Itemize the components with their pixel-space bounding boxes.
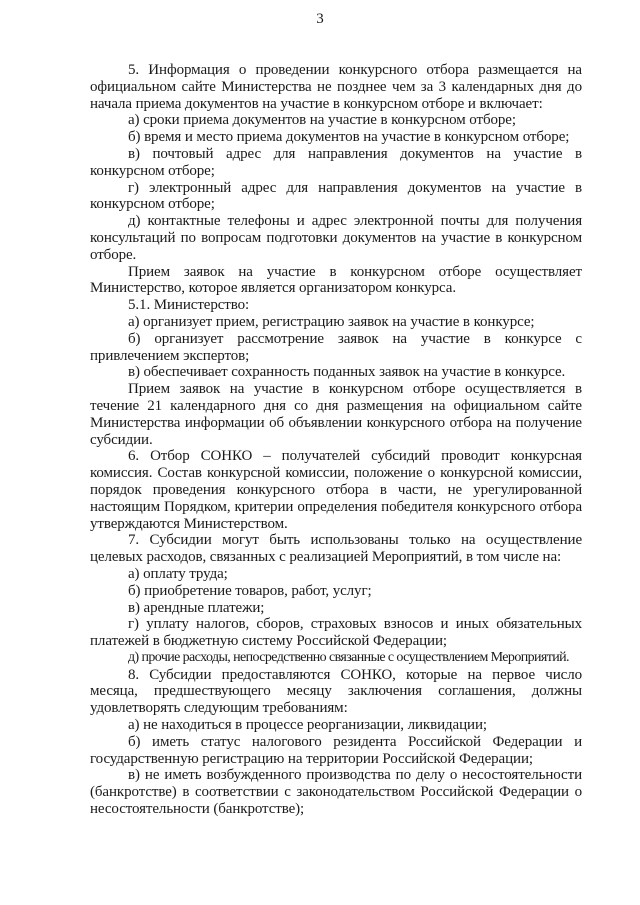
- list-item-5b: б) время и место приема документов на участие в конкурсном отборе;: [128, 129, 570, 146]
- list-item-7g: г) уплату налогов, сборов, страховых взносов и иных обязательных платежей в бюджетную систему Российской Федерации;: [90, 616, 582, 650]
- paragraph-8: 8. Субсидии предоставляются СОНКО, которые на первое число месяца, предшествующего месяцу заключения соглашения, должны удовлетворять следующим требованиям:: [90, 666, 582, 717]
- list-item-7b: б) приобретение товаров, работ, услуг;: [128, 582, 372, 599]
- document-body: [90, 62, 582, 818]
- list-item-5-1a: а) организует прием, регистрацию заявок на участие в конкурсе;: [128, 313, 535, 330]
- paragraph-5-applications: Прием заявок на участие в конкурсном отборе осуществляет Министерство, которое является организатором конкурса.: [90, 263, 582, 297]
- paragraph-7: 7. Субсидии могут быть использованы только на осуществление целевых расходов, связанных с реализацией Мероприятий, в том числе на:: [90, 532, 582, 566]
- list-item-8v: в) не иметь возбужденного производства по делу о несостоятельности (банкротстве) в соответствии с законодательством Российской Федерации о несостоятельности (банкротстве);: [90, 767, 582, 818]
- paragraph-5-1: 5.1. Министерство:: [128, 297, 250, 314]
- page-number: 3: [316, 11, 324, 27]
- list-item-7v: в) арендные платежи;: [128, 599, 265, 616]
- paragraph-6: 6. Отбор СОНКО – получателей субсидий проводит конкурсная комиссия. Состав конкурсной комиссии, положение о конкурсной комиссии, порядок проведения конкурсного отбора в части, не урегулированной настоящим Порядком, критерии определения победителя конкурсного отбора утверждаются Министерством.: [90, 448, 582, 532]
- list-item-8a: а) не находиться в процессе реорганизации, ликвидации;: [128, 717, 487, 734]
- list-item-5v: в) почтовый адрес для направления документов на участие в конкурсном отборе;: [90, 145, 582, 179]
- list-item-5a: а) сроки приема документов на участие в конкурсном отборе;: [128, 112, 516, 129]
- list-item-5d: д) контактные телефоны и адрес электронной почты для получения консультаций по вопросам подготовки документов на участие в конкурсном отборе.: [90, 213, 582, 263]
- list-item-8b: б) иметь статус налогового резидента Российской Федерации и государственную регистрацию на территории Российской Федерации;: [90, 733, 582, 767]
- list-item-5-1b: б) организует рассмотрение заявок на участие в конкурсе с привлечением экспертов;: [90, 330, 582, 364]
- list-item-7d: д) прочие расходы, непосредственно связанные с осуществлением Мероприятий.: [128, 649, 569, 665]
- list-item-5-1v: в) обеспечивает сохранность поданных заявок на участие в конкурсе.: [128, 364, 566, 381]
- list-item-7a: а) оплату труда;: [128, 565, 228, 582]
- paragraph-5: 5. Информация о проведении конкурсного отбора размещается на официальном сайте Министерства не позднее чем за 3 календарных дня до начала приема документов на участие в конкурсном отборе и включает:: [90, 62, 582, 112]
- list-item-5g: г) электронный адрес для направления документов на участие в конкурсном отборе;: [90, 179, 582, 213]
- paragraph-5-1-term: Прием заявок на участие в конкурсном отборе осуществляется в течение 21 календарного дня со дня размещения на официальном сайте Министерства информации об объявлении конкурсного отбора на получение субсидии.: [90, 381, 582, 448]
